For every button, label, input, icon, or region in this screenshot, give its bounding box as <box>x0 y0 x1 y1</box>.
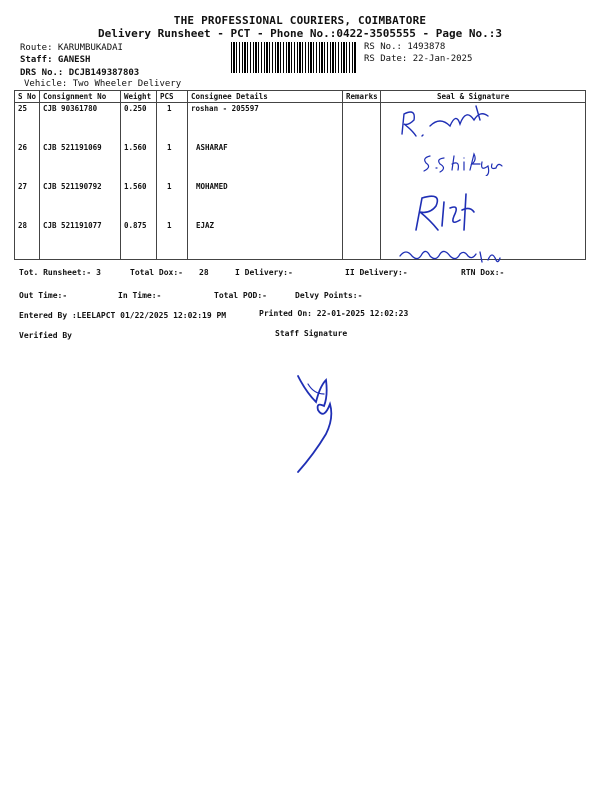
row-remarks <box>343 220 381 260</box>
row-remarks <box>343 103 381 143</box>
delvy-points: Delvy Points:- <box>295 291 363 300</box>
row-pcs: 1 <box>157 220 188 260</box>
rs-date: RS Date: 22-Jan-2025 <box>364 54 473 64</box>
table-header-row <box>15 91 586 103</box>
verified-by: Verified By <box>19 331 72 340</box>
printed-on: Printed On: 22-01-2025 12:02:23 <box>259 309 409 318</box>
col-pcs: PCS <box>157 91 188 103</box>
col-sno: S No <box>15 91 40 103</box>
row-pcs: 1 <box>157 103 188 143</box>
row-weight: 0.250 <box>121 103 157 143</box>
in-time: In Time:- <box>118 291 162 300</box>
entered-by: Entered By :LEELAPCT 01/22/2025 12:02:19 PM <box>19 311 227 320</box>
drs-line: DRS No.: DCJB149387803 <box>20 68 140 78</box>
tot-runsheet: Tot. Runsheet:- 3 <box>19 268 101 277</box>
row-consignee: MOHAMED <box>188 181 343 220</box>
row-signature-cell <box>381 103 586 143</box>
row-signature-cell <box>381 220 586 260</box>
total-dox-label: Total Dox:- <box>130 268 183 277</box>
row-weight: 1.560 <box>121 181 157 220</box>
row-consignee: ASHARAF <box>188 142 343 181</box>
row-weight: 1.560 <box>121 142 157 181</box>
col-signature: Seal & Signature <box>381 91 586 103</box>
table-row <box>15 181 586 220</box>
out-time: Out Time:- <box>19 291 68 300</box>
col-consignee: Consignee Details <box>188 91 343 103</box>
company-title: THE PROFESSIONAL COURIERS, COIMBATORE <box>173 14 427 27</box>
row-consignment: CJB 521191077 <box>40 220 121 260</box>
runsheet-title: Delivery Runsheet - PCT - Phone No.:0422-3505555 - Page No.:3 <box>98 27 502 40</box>
rtn-dox: RTN Dox:- <box>461 268 505 277</box>
barcode <box>231 42 357 73</box>
row-sno: 26 <box>15 142 40 181</box>
row-pcs: 1 <box>157 181 188 220</box>
row-consignee: roshan - 205597 <box>188 103 343 143</box>
staff-signature-label: Staff Signature <box>275 329 348 338</box>
row-signature-cell <box>381 181 586 220</box>
i-delivery: I Delivery:- <box>235 268 293 277</box>
col-weight: Weight <box>121 91 157 103</box>
rs-number: RS No.: 1493878 <box>364 42 446 52</box>
table-row <box>15 103 586 143</box>
staff-signature-mark <box>290 372 350 476</box>
total-dox-value: 28 <box>199 268 209 277</box>
row-sno: 27 <box>15 181 40 220</box>
row-consignment: CJB 521191069 <box>40 142 121 181</box>
row-consignment: CJB 521190792 <box>40 181 121 220</box>
col-remarks: Remarks <box>343 91 381 103</box>
row-consignment: CJB 90361780 <box>40 103 121 143</box>
row-pcs: 1 <box>157 142 188 181</box>
row-remarks <box>343 181 381 220</box>
row-sno: 28 <box>15 220 40 260</box>
row-consignee: EJAZ <box>188 220 343 260</box>
table-row <box>15 142 586 181</box>
row-weight: 0.875 <box>121 220 157 260</box>
total-pod: Total POD:- <box>214 291 267 300</box>
route-line: Route: KARUMBUKADAI <box>20 43 123 53</box>
table-row <box>15 220 586 260</box>
ii-delivery: II Delivery:- <box>345 268 408 277</box>
vehicle-line: Vehicle: Two Wheeler Delivery <box>24 79 182 89</box>
runsheet-table <box>14 90 586 260</box>
row-remarks <box>343 142 381 181</box>
staff-line: Staff: GANESH <box>20 55 91 65</box>
col-consignment: Consignment No <box>40 91 121 103</box>
row-signature-cell <box>381 142 586 181</box>
row-sno: 25 <box>15 103 40 143</box>
